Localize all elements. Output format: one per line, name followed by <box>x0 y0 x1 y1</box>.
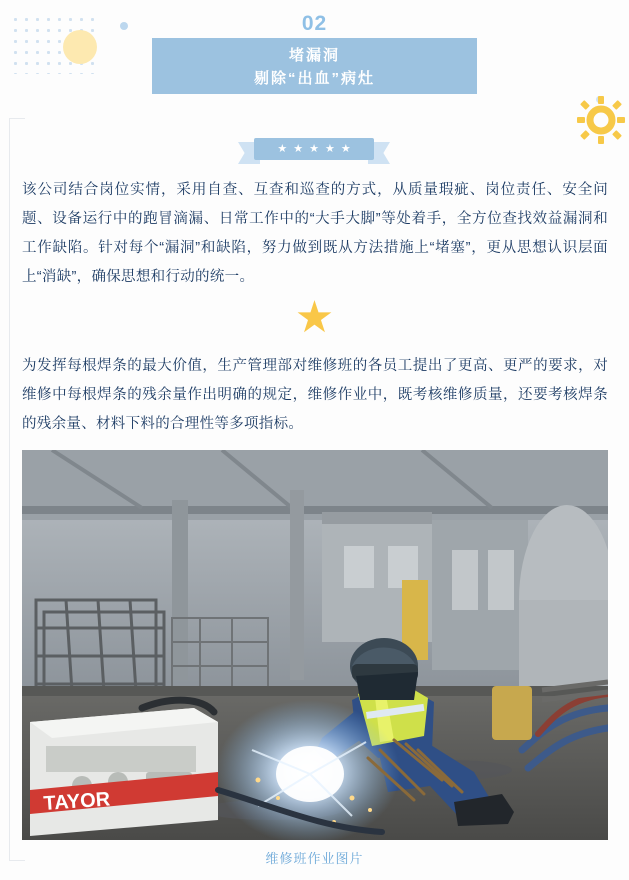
body-paragraph-2: 为发挥每根焊条的最大价值，生产管理部对维修班的各员工提出了更高、更严的要求，对维修中每根焊条的残余量作出明确的规定，维修作业中，既考核维修质量，还要考核焊条的残余量、材料下料的合理性等多项指标。 <box>22 358 608 432</box>
welding-scene-illustration <box>22 450 608 840</box>
star-icon: ★ <box>309 142 319 155</box>
section-title-line2: 剔除“出血”病灶 <box>253 70 375 87</box>
blue-dot-small-decoration <box>596 96 603 103</box>
ribbon-band <box>254 138 374 160</box>
photo-caption: 维修班作业图片 <box>265 851 364 866</box>
star-divider-icon: ★ <box>294 293 335 342</box>
svg-text:TAYOR: TAYOR <box>42 788 111 815</box>
star-icon: ★ <box>324 142 335 155</box>
body-paragraph-1: 该公司结合岗位实情，采用自查、互查和巡查的方式，从质量瑕疵、岗位责任、安全问题、设备运行中的跑冒滴漏、日常工作中的“大手大脚”等处着手，全方位查找效益漏洞和工作缺陷。针对每个“漏洞”和缺陷，努力做到既从方法措施上“堵塞”，更从思想认识层面上“消缺”，确保思想和行动的统一。 <box>22 182 608 285</box>
star-icon: ★ <box>277 142 288 155</box>
left-frame-corner-top <box>9 118 25 119</box>
section-title-line1: 堵漏洞 <box>288 47 340 64</box>
star-ribbon <box>238 138 390 168</box>
star-icon: ★ <box>293 142 304 155</box>
article-photo <box>22 450 608 840</box>
section-title-band <box>152 38 477 94</box>
star-icon: ★ <box>340 142 351 155</box>
gear-icon <box>577 96 625 144</box>
left-frame-line <box>9 118 10 860</box>
section-number: 02 <box>301 12 328 35</box>
